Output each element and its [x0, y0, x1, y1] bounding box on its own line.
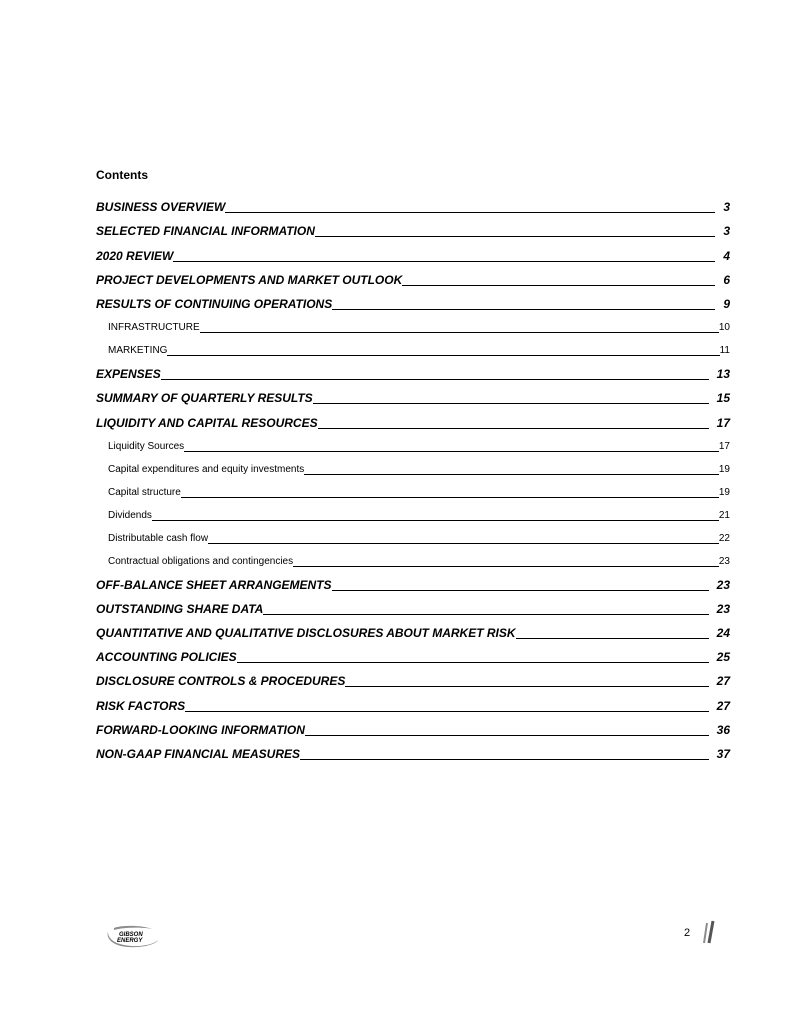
toc-entry[interactable] [96, 240, 730, 264]
logo-text-line2: ENERGY [117, 938, 143, 944]
toc-leader-line [304, 474, 719, 475]
toc-entry-title: Liquidity Sources [108, 440, 185, 452]
toc-entry-page: 36 [716, 722, 730, 737]
toc-entry-page: 23 [716, 577, 730, 592]
logo-text-line1: GIBSON [119, 932, 143, 938]
toc-entry-title: ACCOUNTING POLICIES [96, 650, 237, 665]
toc-entry-title: DISCLOSURE CONTROLS & PROCEDURES [96, 674, 346, 689]
toc-entry-page: 37 [716, 747, 730, 761]
toc-leader-line [173, 261, 715, 262]
toc-entry-page: 17 [716, 415, 730, 430]
toc-entry[interactable] [96, 407, 730, 431]
toc-entry-page: 19 [718, 486, 730, 498]
toc-entry-title: PROJECT DEVELOPMENTS AND MARKET OUTLOOK [96, 272, 403, 287]
toc-leader-line [332, 309, 715, 310]
toc-leader-line [313, 403, 709, 404]
toc-entry-page: 22 [718, 532, 730, 544]
toc-entry-page: 3 [723, 224, 730, 239]
page-number: 2 [684, 927, 691, 939]
toc-entry-page: 4 [723, 248, 730, 263]
toc-entry-title: RESULTS OF CONTINUING OPERATIONS [96, 296, 333, 311]
toc-entry-title: Capital expenditures and equity investments [108, 463, 305, 475]
toc-entry[interactable] [96, 336, 730, 359]
toc-entry[interactable] [96, 690, 730, 714]
toc-entry-page: 23 [716, 601, 730, 616]
toc-entry-title: FORWARD-LOOKING INFORMATION [96, 722, 305, 737]
toc-entry[interactable] [96, 289, 730, 313]
toc-entry[interactable] [96, 455, 730, 478]
toc-leader-line [225, 212, 715, 213]
toc-leader-line [185, 711, 709, 712]
toc-entry-page: 27 [716, 698, 730, 713]
toc-leader-line [184, 451, 719, 452]
toc-leader-line [402, 285, 715, 286]
toc-entry-page: 24 [716, 626, 730, 641]
toc-leader-line [161, 379, 709, 380]
toc-entry-title: 2020 REVIEW [96, 248, 174, 263]
toc-entry[interactable] [96, 715, 730, 739]
toc-entry-page: 10 [718, 321, 730, 333]
toc-entry-page: 25 [716, 650, 730, 665]
toc-entry-title: Dividends [108, 509, 152, 521]
toc-entry-title: Capital structure [108, 486, 181, 498]
toc-leader-line [318, 428, 709, 429]
toc-leader-line [263, 614, 708, 615]
toc-entry-title: Distributable cash flow [108, 532, 209, 544]
toc-entry-page: 15 [716, 391, 730, 406]
toc-entry-title: OUTSTANDING SHARE DATA [96, 601, 264, 616]
toc-entry[interactable] [96, 739, 730, 763]
toc-entry-page: 19 [718, 463, 730, 475]
toc-entry-title: OFF-BALANCE SHEET ARRANGEMENTS [96, 577, 332, 592]
toc-entry[interactable] [96, 642, 730, 666]
toc-entry[interactable] [96, 570, 730, 594]
toc-entry[interactable] [96, 432, 730, 455]
toc-leader-line [345, 686, 708, 687]
toc-entry-page: 13 [716, 367, 730, 382]
toc-entry-title: SELECTED FINANCIAL INFORMATION [96, 224, 315, 239]
toc-leader-line [167, 355, 719, 356]
toc-entry-title: RISK FACTORS [96, 698, 186, 713]
toc-leader-line [152, 520, 719, 521]
toc-entry-page: 3 [723, 200, 730, 215]
toc-entry[interactable] [96, 594, 730, 618]
toc-leader-line [516, 638, 709, 639]
contents-heading: Contents [96, 168, 148, 182]
toc-entry-page: 23 [718, 555, 730, 567]
toc-entry-title: LIQUIDITY AND CAPITAL RESOURCES [96, 415, 318, 430]
toc-entry[interactable] [96, 216, 730, 240]
toc-entry-title: NON-GAAP FINANCIAL MEASURES [96, 747, 301, 761]
toc-entry[interactable] [96, 192, 730, 216]
toc-entry[interactable] [96, 478, 730, 501]
gibson-energy-logo [100, 922, 160, 952]
toc-entry[interactable] [96, 501, 730, 524]
toc-entry-page: 6 [723, 272, 730, 287]
toc-entry[interactable] [96, 618, 730, 642]
toc-leader-line [293, 566, 719, 567]
toc-entry-page: 11 [719, 344, 730, 356]
toc-leader-line [181, 497, 719, 498]
toc-entry-title: BUSINESS OVERVIEW [96, 200, 226, 215]
toc-entry[interactable] [96, 313, 730, 336]
toc-entry-title: INFRASTRUCTURE [108, 321, 200, 333]
toc-leader-line [315, 236, 715, 237]
toc-leader-line [300, 759, 709, 760]
toc-entry-title: EXPENSES [96, 367, 161, 382]
table-of-contents [96, 167, 730, 763]
toc-list [96, 192, 730, 763]
toc-leader-line [208, 543, 719, 544]
toc-leader-line [237, 662, 709, 663]
toc-entry-page: 17 [718, 440, 730, 452]
toc-entry-title: SUMMARY OF QUARTERLY RESULTS [96, 391, 313, 406]
toc-entry[interactable] [96, 359, 730, 383]
toc-entry-title: QUANTITATIVE AND QUALITATIVE DISCLOSURES ABOUT MARKET RISK [96, 626, 516, 641]
toc-entry[interactable] [96, 265, 730, 289]
toc-entry-title: MARKETING [108, 344, 168, 356]
toc-entry-page: 9 [723, 296, 730, 311]
toc-leader-line [305, 735, 709, 736]
toc-entry[interactable] [96, 383, 730, 407]
page-slashes-icon [699, 920, 715, 944]
toc-entry-title: Contractual obligations and contingencies [108, 555, 294, 567]
toc-entry-page: 21 [718, 509, 730, 521]
toc-entry-page: 27 [716, 674, 730, 689]
toc-entry[interactable] [96, 524, 730, 547]
toc-leader-line [332, 590, 709, 591]
toc-entry[interactable] [96, 547, 730, 570]
toc-entry[interactable] [96, 666, 730, 690]
toc-leader-line [200, 332, 719, 333]
